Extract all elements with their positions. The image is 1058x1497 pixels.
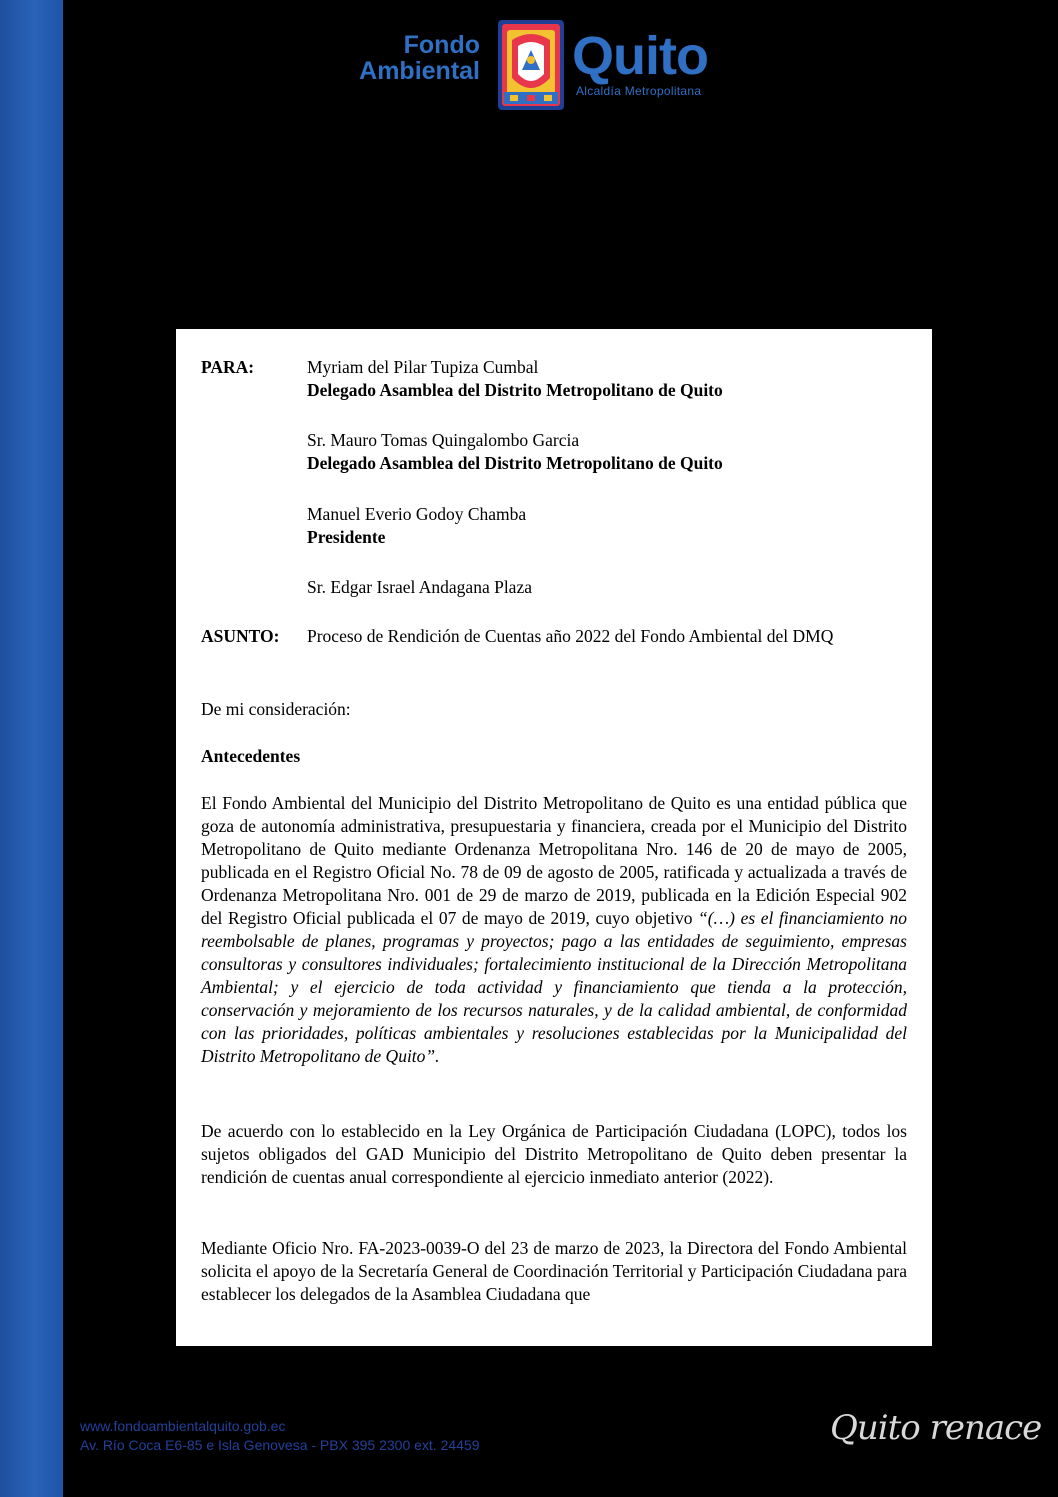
side-color-strip (0, 0, 63, 1497)
quito-renace-slogan: Quito renace (830, 1408, 1042, 1448)
asunto-label: ASUNTO: (201, 626, 280, 646)
recipient-2-role: Delegado Asamblea del Distrito Metropolitano de Quito (307, 453, 723, 473)
recipient-1-role: Delegado Asamblea del Distrito Metropolitano de Quito (307, 380, 723, 400)
quito-logo-text: Quito (572, 26, 708, 86)
recipient-1-name: Myriam del Pilar Tupiza Cumbal (307, 357, 539, 377)
footer-website-link[interactable]: www.fondoambientalquito.gob.ec (80, 1418, 286, 1434)
alcaldia-subtitle: Alcaldía Metropolitana (576, 84, 702, 98)
paragraph-1-text: El Fondo Ambiental del Municipio del Distrito Metropolitano de Quito es una entidad pública que goza de autonomía administrativa, presupuestaria y financiera, creada por el Municipio del Distrito Metropolitano de Quito mediante Ordenanza Metropolitana Nro. 146 de 20 de mayo de 2005, publicada en el Registro Oficial No. 78 de 09 de agosto de 2005, ratificada y actualizada a través de Ordenanza Metropolitana Nro. 001 de 29 de marzo de 2019, publicada en la Edición Especial 902 del Registro Oficial publicada el 07 de mayo de 2019, cuyo objetivo (201, 793, 907, 928)
memo-page (176, 329, 932, 1346)
header-logos (300, 18, 750, 113)
recipient-3-name: Manuel Everio Godoy Chamba (307, 504, 527, 524)
paragraph-lopc: De acuerdo con lo establecido en la Ley Orgánica de Participación Ciudadana (LOPC), todos los sujetos obligados del GAD Municipio del Distrito Metropolitano de Quito deben presentar la rendición de cuentas anual correspondiente al ejercicio inmediato anterior (2022). (201, 1121, 907, 1187)
paragraph-1-quote: “(…) es el financiamiento no reembolsable de planes, programas y proyectos; pago a las entidades de seguimiento, empresas consultoras y consultores individuales; fortalecimiento institucional de la Dirección Metropolitana Ambiental; y el ejercicio de toda actividad y financiamiento que tienda a la protección, conservación y mejoramiento de los recursos naturales, y de la calidad ambiental, de conformidad con las prioridades, políticas ambientales y resoluciones establecidas por la Municipalidad del Distrito Metropolitano de Quito”. (201, 908, 908, 1066)
para-label: PARA: (201, 357, 255, 377)
asunto-text: Proceso de Rendición de Cuentas año 2022 del Fondo Ambiental del DMQ (307, 626, 834, 646)
fondo-ambiental-logo (308, 32, 480, 84)
salutation: De mi consideración: (201, 699, 351, 719)
logo-fondo-text: Fondo (403, 31, 480, 59)
quito-crest-icon (498, 20, 564, 110)
paragraph-antecedentes (201, 792, 907, 1068)
logo-ambiental-text: Ambiental (359, 57, 480, 85)
footer-address: Av. Río Coca E6-85 e Isla Genovesa - PBX 395 2300 ext. 24459 (80, 1437, 480, 1453)
paragraph-oficio: Mediante Oficio Nro. FA-2023-0039-O del 23 de marzo de 2023, la Directora del Fondo Ambiental solicita el apoyo de la Secretaría General de Coordinación Territorial y Participación Ciudadana para establecer los delegados de la Asamblea Ciudadana que (201, 1238, 907, 1304)
recipient-2-name: Sr. Mauro Tomas Quingalombo Garcia (307, 430, 580, 450)
section-title: Antecedentes (201, 746, 301, 766)
recipient-3-role: Presidente (307, 527, 386, 547)
recipient-4-name: Sr. Edgar Israel Andagana Plaza (307, 577, 532, 597)
